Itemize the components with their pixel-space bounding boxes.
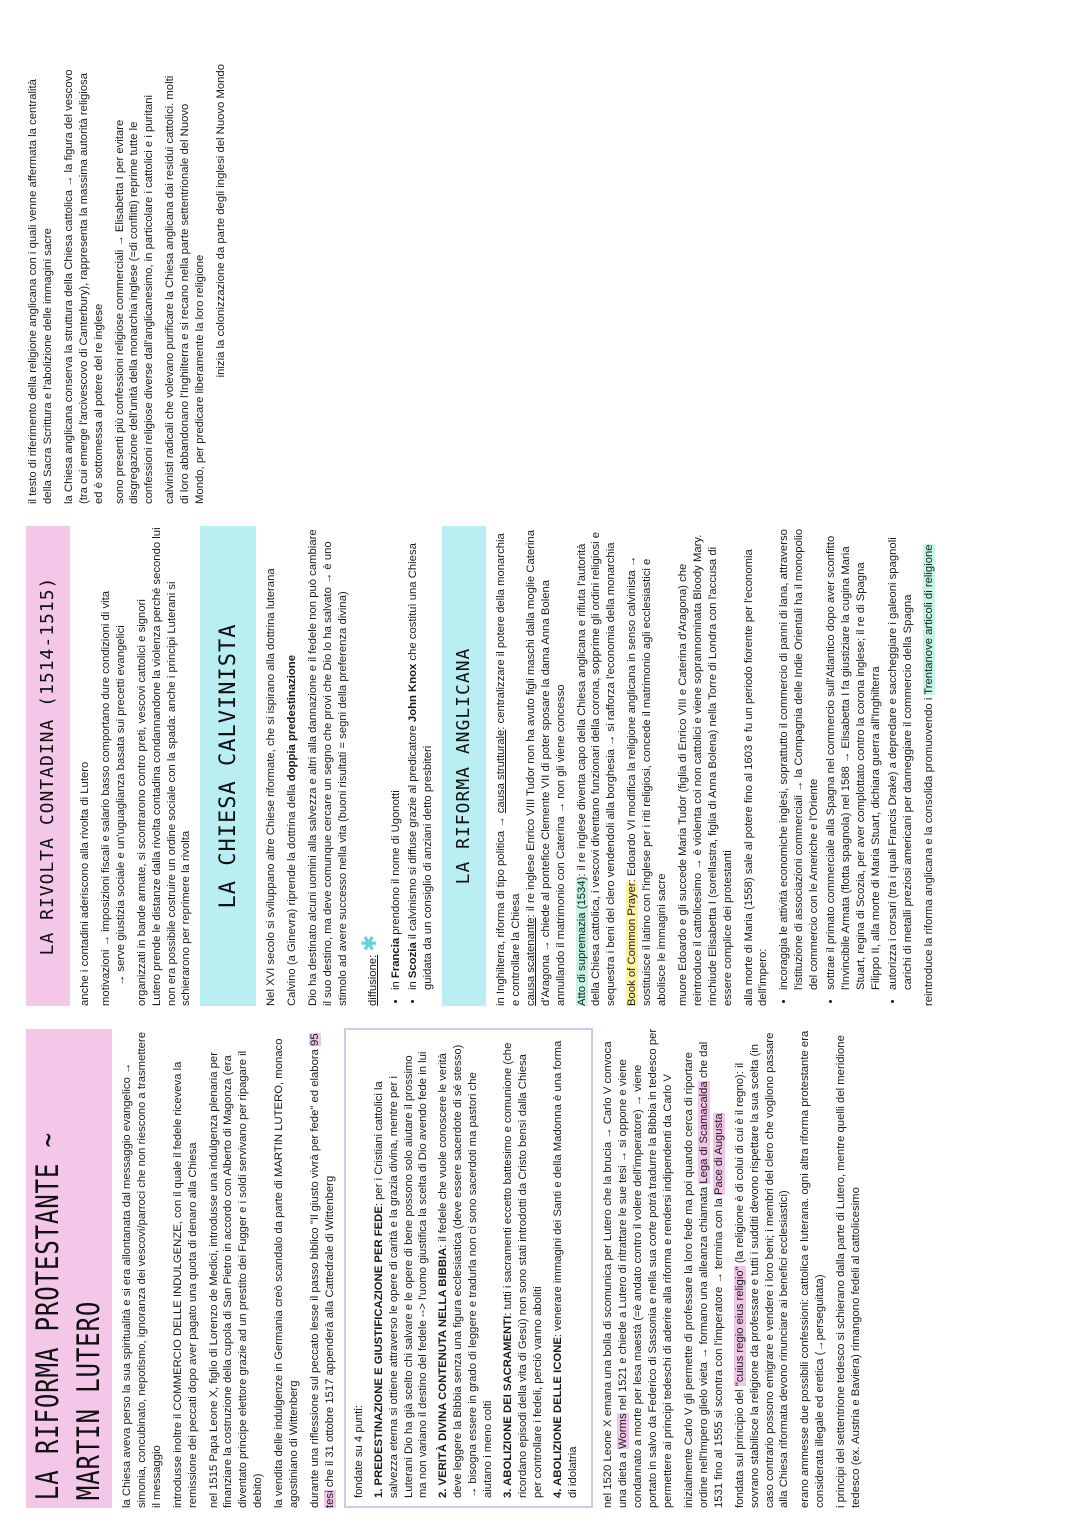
paragraph-colonizzazione: inizia la colonizzazione da parte degli inglesi del Nuovo Mondo	[214, 64, 227, 378]
column-lutero	[26, 1028, 1060, 1508]
paragraph-destino: Dio ha destinato alcuni uomini alla salvezza e altri alla dannazione e il fedele non può cambiare il suo destino, ma deve comunque cercare un segno che provi che Dio lo ha salvato → è uno stimolo ad avere successo nella vita (buoni risultati = segni della preferenza divina)	[307, 529, 349, 1006]
text: nel 1520 Leone X emana una bolla di scomunica per Lutero che la brucia → Carlo V convoca una dieta a	[602, 1041, 630, 1508]
text: organizzati in bande armate, si scontrarono contro preti, vescovi cattolici e signori	[135, 599, 148, 1006]
paragraph-bande-armate	[135, 526, 195, 1006]
list-item: • autorizza i corsari (tra i quali Francis Drake) a depredare e saccheggiare i galeoni spagnoli carichi di metalli preziosi americani per danneggiare il commercio della Spagna	[886, 526, 916, 990]
text: → serve giustizia sociale e un'uguaglianza basata sui precetti evangelici	[114, 625, 127, 986]
paragraph-inghilterra	[494, 526, 569, 1006]
paragraph-cuius-regio	[733, 1028, 793, 1508]
list-item: • incoraggia le attività economiche inglesi, soprattutto il commercio di panni di lana, attraverso l'istituzione di associazioni commerciali → la Compagnia delle Indie Orientali ha il monopolio del commercio con le Americhe e l'Oriente	[777, 526, 822, 990]
box-4-punti	[344, 1028, 594, 1508]
text: motivazioni → imposizioni fiscali e salario basso comportano dure condizioni di vita	[99, 590, 112, 1006]
point-predestinazione	[372, 1038, 432, 1498]
text-doppia-predestinazione: doppia predestinazione	[286, 655, 299, 782]
paragraph-principi: i principi del settentrione tedesco si schierano dalla parte di Lutero, mentre quelli del meridione tedesco (ex. Austria e Baviera) rimangono fedeli al cattolicesimo	[835, 1035, 863, 1508]
paragraph-trentanove	[922, 526, 937, 1006]
text: (la religione è di colui di cui è il regno): il sovrano stabilisce la religione da professare e tutti i sudditi devono rispettare la sua scelta (in caso contrario possono emigrare e vendere i loro beni; i membri del clero che vogliono passare alla Chiesa riformata devono rinunciare ai benefici ecclesiastici)	[733, 1032, 791, 1508]
paragraph-motivazioni	[99, 526, 129, 1006]
highlight-lega: Lega di Scamacalda	[697, 1081, 710, 1184]
point-text: : il fedele che vuole conoscere le verità deve leggere la Bibbia senza una figura ecclesiastica (deve essere sacerdote di sé stesso) → bisogna essere in grado di leggere e tradurla non ci sono sacerdoti ma pastori che aiutano i meno colti	[437, 1044, 495, 1498]
list-item	[389, 526, 404, 990]
point-text: : per i Cristiani cattolici la salvezza eterna si ottiene attraverso le opere di carità e la grazia divina, mentre per i Luterani Dio ha già scelto chi salvare e le opere di bene possono solo aiutare il prossimo ma non variano il destino del fedele --> l'uomo giustifica la scelta di Dio avendo fede in lui	[372, 1051, 430, 1498]
paragraph-contadini: anche i contadini aderiscono alla rivolta di Lutero	[79, 761, 91, 1006]
paragraph-calvino	[285, 526, 300, 1006]
point-text: : tutti i sacramenti eccetto battesimo e comunione (che ricordano episodi della vita di Gesù) non sono stati introdotti da Cristo bensì dalla Chiesa per controllare i fedeli, perciò vanno aboliti	[501, 1042, 544, 1498]
list-item: • sottrae il primato commerciale alla Spagna nel commercio sull'Atlantico dopo aver sconfitto l'Invincibile Armata (flotta spagnola) nel 1588 → Elisabetta I fa giustiziare la cugina Maria Stuart, regina di Scozia, per aver complottato contro la corona inglese; il re di Spagna Filippo II, alla morte di Maria Stuart, dichiara guerra all'Inghilterra	[824, 526, 884, 990]
text: che dal 1531 fino al 1555 si scontra con l'imperatore → termina con la	[697, 1041, 725, 1508]
text: il calvinismo si diffuse grazie al predicatore	[407, 725, 420, 940]
text: causa scatenante	[524, 917, 537, 1006]
paragraph-puritani: calvinisti radicali che volevano purificare la Chiesa anglicana dai residui cattolici. molti di loro abbandonano l'Inghilterra e si recano nella parte settentrionale del Nuovo Mondo, per predicare liberamente la loro religione	[164, 75, 207, 504]
paragraph-book-common-prayer	[625, 526, 670, 1006]
paragraph-martin-lutero: la vendita delle indulgenze in Germania creò scandalo da parte di MARTIN LUTERO, monaco agostiniano di Wittenberg	[273, 1038, 301, 1508]
title-banner-anglicana	[442, 526, 486, 1006]
box-intro: fondate su 4 punti:	[352, 1405, 365, 1498]
paragraph-95-tesi	[308, 1028, 338, 1508]
text: : il re inglese Enrico VIII Tudor non ha avuto figli maschi dalla moglie Caterina d'Aragona → chiede al pontefice Clemente VII di poter sposare la dama Anna Bolena annullando il matrimonio con Caterina → non gli viene concesso	[524, 530, 567, 1006]
title-rivolta-contadina: LA RIVOLTA CONTADINA (1514-1515)	[37, 576, 59, 956]
highlight-cuius-regio: "cuius regio eius religio"	[733, 1266, 746, 1387]
text: durante una riflessione sul peccato lesse il passo biblico "Il giusto vivrà per fede" ed elabora	[308, 1049, 321, 1508]
text: prendono il nome di Ugonotti	[390, 790, 403, 935]
paragraph-testo-riferimento: il testo di riferimento della religione anglicana con i quali venne affermata la centralità della Sacra Scrittura e l'abolizione delle immagini sacre	[27, 79, 54, 504]
title-chiesa-calvinista: LA CHIESA CALVINISTA	[215, 623, 241, 909]
title-banner-calvinista	[200, 526, 256, 1006]
text: Calvino (a Ginevra) riprende la dottrina della	[286, 784, 299, 1006]
text: che il 31 ottobre 1517 appenderà alla Cattedrale di Wittenberg	[323, 1175, 336, 1488]
paragraph-xvi-secolo: Nel XVI secolo si sviluppano altre Chiese riformate, che si ispirano alla dottrina luterana	[265, 568, 278, 1006]
paragraph-worms	[601, 1028, 676, 1508]
point-head: 4. ABOLIZIONE DELLE ICONE	[551, 1337, 564, 1498]
text: reintroduce la riforma anglicana e la consolida promuovendo i	[922, 697, 935, 1006]
text: nel 1521 e chiede a Lutero di ritrattare le sue tesi → si oppone e viene condannato a morte per lesa maestà (=è andato contro il volere dell'imperatore) → viene portato in salvo da Federico di Sassonia e nella sua corte potrà tradurre la Bibbia in tedesco per permettere ai principi tedeschi di aderire alla riforma e rendersi indipendenti da Carlo V	[617, 1028, 675, 1508]
text: : centralizzare il potere della monarchia e controllare la Chiesa	[494, 533, 522, 1006]
asterisk-icon: ✱	[358, 934, 381, 952]
text: : il re inglese diventa capo della Chiesa anglicana e rifiuta l'autorità della Chiesa cattolica, i vescovi diventano funzionari della corona, sopprime gli ordini religiosi e sequestra i beni del clero vendendoli alla borghesia → si rafforza l'economia della monarchia	[575, 531, 618, 1006]
text: : Edoardo VI modifica la religione anglicana in senso calvinista → sostituisce il latino con l'inglese per i riti religiosi, concede il matrimonio agli ecclesiastici e abolisce le immagini sacre	[626, 555, 669, 1006]
highlight-95-tesi: 95 tesi	[308, 1033, 336, 1508]
highlight-trentanove-articoli: Trentanove articoli di religione	[922, 544, 935, 695]
point-bibbia	[436, 1038, 496, 1498]
paragraph-maria-tudor: muore Edoardo e gli succede Maria Tudor (figlia di Enrico VIII e Caterina d'Aragona) che reintroduce il cattolicesimo → è violenta coi non cattolici e viene soprannominata Bloody Mary. rinchiude Elisabetta I (sorellastra, figlia di Anna Bolena) nella Torre di Londra con l'accusa di essere complice dei protestanti	[676, 534, 734, 1006]
column-calvino-anglicana	[26, 526, 1060, 1006]
label-diffusione: diffusione:	[366, 954, 379, 1006]
title-banner-rivolta	[26, 526, 70, 1006]
paragraph-lega	[682, 1028, 727, 1508]
highlight-atto-supremazia: Atto di supremazia (1534)	[575, 876, 588, 1006]
text: Francia	[390, 937, 403, 979]
text: fondata sul principio del	[733, 1389, 746, 1508]
paragraph-chiesa-spiritualita: la Chiesa aveva perso la sua spiritualità e si era allontanata dal messaggio evangelico → simonia, concubinato, nepotismo, ignoranza dei vescovi/parroci che non riescono a trasmettere il messaggio	[121, 1032, 163, 1508]
list-item	[406, 526, 436, 990]
highlight-worms: Worms	[617, 1413, 630, 1449]
title-riforma-protestante: LA RIFORMA PROTESTANTE ~ MARTIN LUTERO	[30, 1132, 107, 1501]
point-icone	[551, 1038, 581, 1498]
point-head: 3. ABOLIZIONE DEI SACRAMENTI	[501, 1315, 514, 1498]
column-chiesa-anglicana	[26, 64, 1060, 504]
highlight-pace-augusta: Pace di Augusta	[712, 1113, 725, 1195]
text: in	[407, 981, 420, 990]
paragraph-elisabetta: alla morte di Maria (1558) sale al potere fino al 1603 e fu un periodo fiorente per l'economia dell'impero:	[742, 549, 770, 1006]
highlight-book-common-prayer: Book of Common Prayer	[626, 882, 639, 1006]
paragraph-confessioni-religiose: sono presenti più confessioni religiose commerciali → Elisabetta I per evitare disgregazione dell'unità della monarchia inglese (=di conflitti) reprime tutte le confessioni religiose diverse dall'anglicanesimo, in particolare i cattolici e i puritani	[113, 94, 156, 504]
title-riforma-anglicana: LA RIFORMA ANGLICANA	[453, 647, 475, 885]
text: Scozia	[407, 942, 420, 979]
paragraph-struttura: la Chiesa anglicana conserva la struttura della Chiesa cattolica → la figura del vescovo (tra cui emerge l'arcivescovo di Canterbury), rappresenta la massima autorità religiosa ed è sottomessa al potere del re inglese	[62, 69, 105, 504]
text: che costituì una Chiesa guidata da un consiglio di anziani detto presbiteri	[407, 543, 435, 990]
paragraph-diffusione	[357, 526, 383, 1006]
paragraph-indulgenze: introdusse inoltre il COMMERCIO DELLE INDULGENZE, con il quale il fedele riceveva la remissione dei peccati dopo aver pagato una quota di denaro alla Chiesa	[171, 1061, 199, 1508]
text: in	[390, 981, 403, 990]
paragraph-confessioni: erano ammesse due possibili confessioni: cattolica e luterana. ogni altra riforma protestante era considerata illegale ed eretica (→perseguitata)	[799, 1030, 827, 1508]
paragraph-leone-x: nel 1515 Papa Leone X, figlio di Lorenzo de Medici, introdusse una indulgenza plenaria per finanziare la costruzione della cupola di San Pietro in accordo con Alberto di Magonza (era diventato principe elettore grazie ad un prestito dei Fugger e i soldi servivano per ripagare il debito)	[207, 1050, 265, 1508]
text: inizialmente Carlo V gli permette di professare la loro fede ma poi quando cerca di riportare ordine nell'Impero glielo vieta → formano una alleanza chiamata	[683, 1052, 710, 1508]
list-elisabetta	[777, 526, 915, 1006]
list-diffusione	[389, 526, 436, 1006]
point-text: : venerare immagini dei Santi e della Madonna è una forma di idolatria	[551, 1040, 579, 1498]
title-banner-riforma-protestante	[26, 1029, 112, 1508]
paragraph-atto-supremazia	[575, 526, 620, 1006]
text: Lutero prende le distanze dalla rivolta contadina condannandone la violenza perché secondo lui non era possibile costruire un ordine sociale con la spada: anche i principi Luterani si schierarono per reprimere la rivolta	[150, 527, 193, 1006]
text: causa strutturale	[494, 729, 507, 814]
text: John Knox	[407, 663, 420, 723]
text: in Inghilterra, riforma di tipo politica →	[494, 816, 507, 1006]
point-sacramenti	[501, 1038, 546, 1498]
point-head: 1. PREDESTINAZIONE E GIUSTIFICAZIONE PER FEDE	[372, 1206, 385, 1498]
point-head: 2. VERITÀ DIVINA CONTENUTA NELLA BIBBIA	[437, 1247, 450, 1498]
